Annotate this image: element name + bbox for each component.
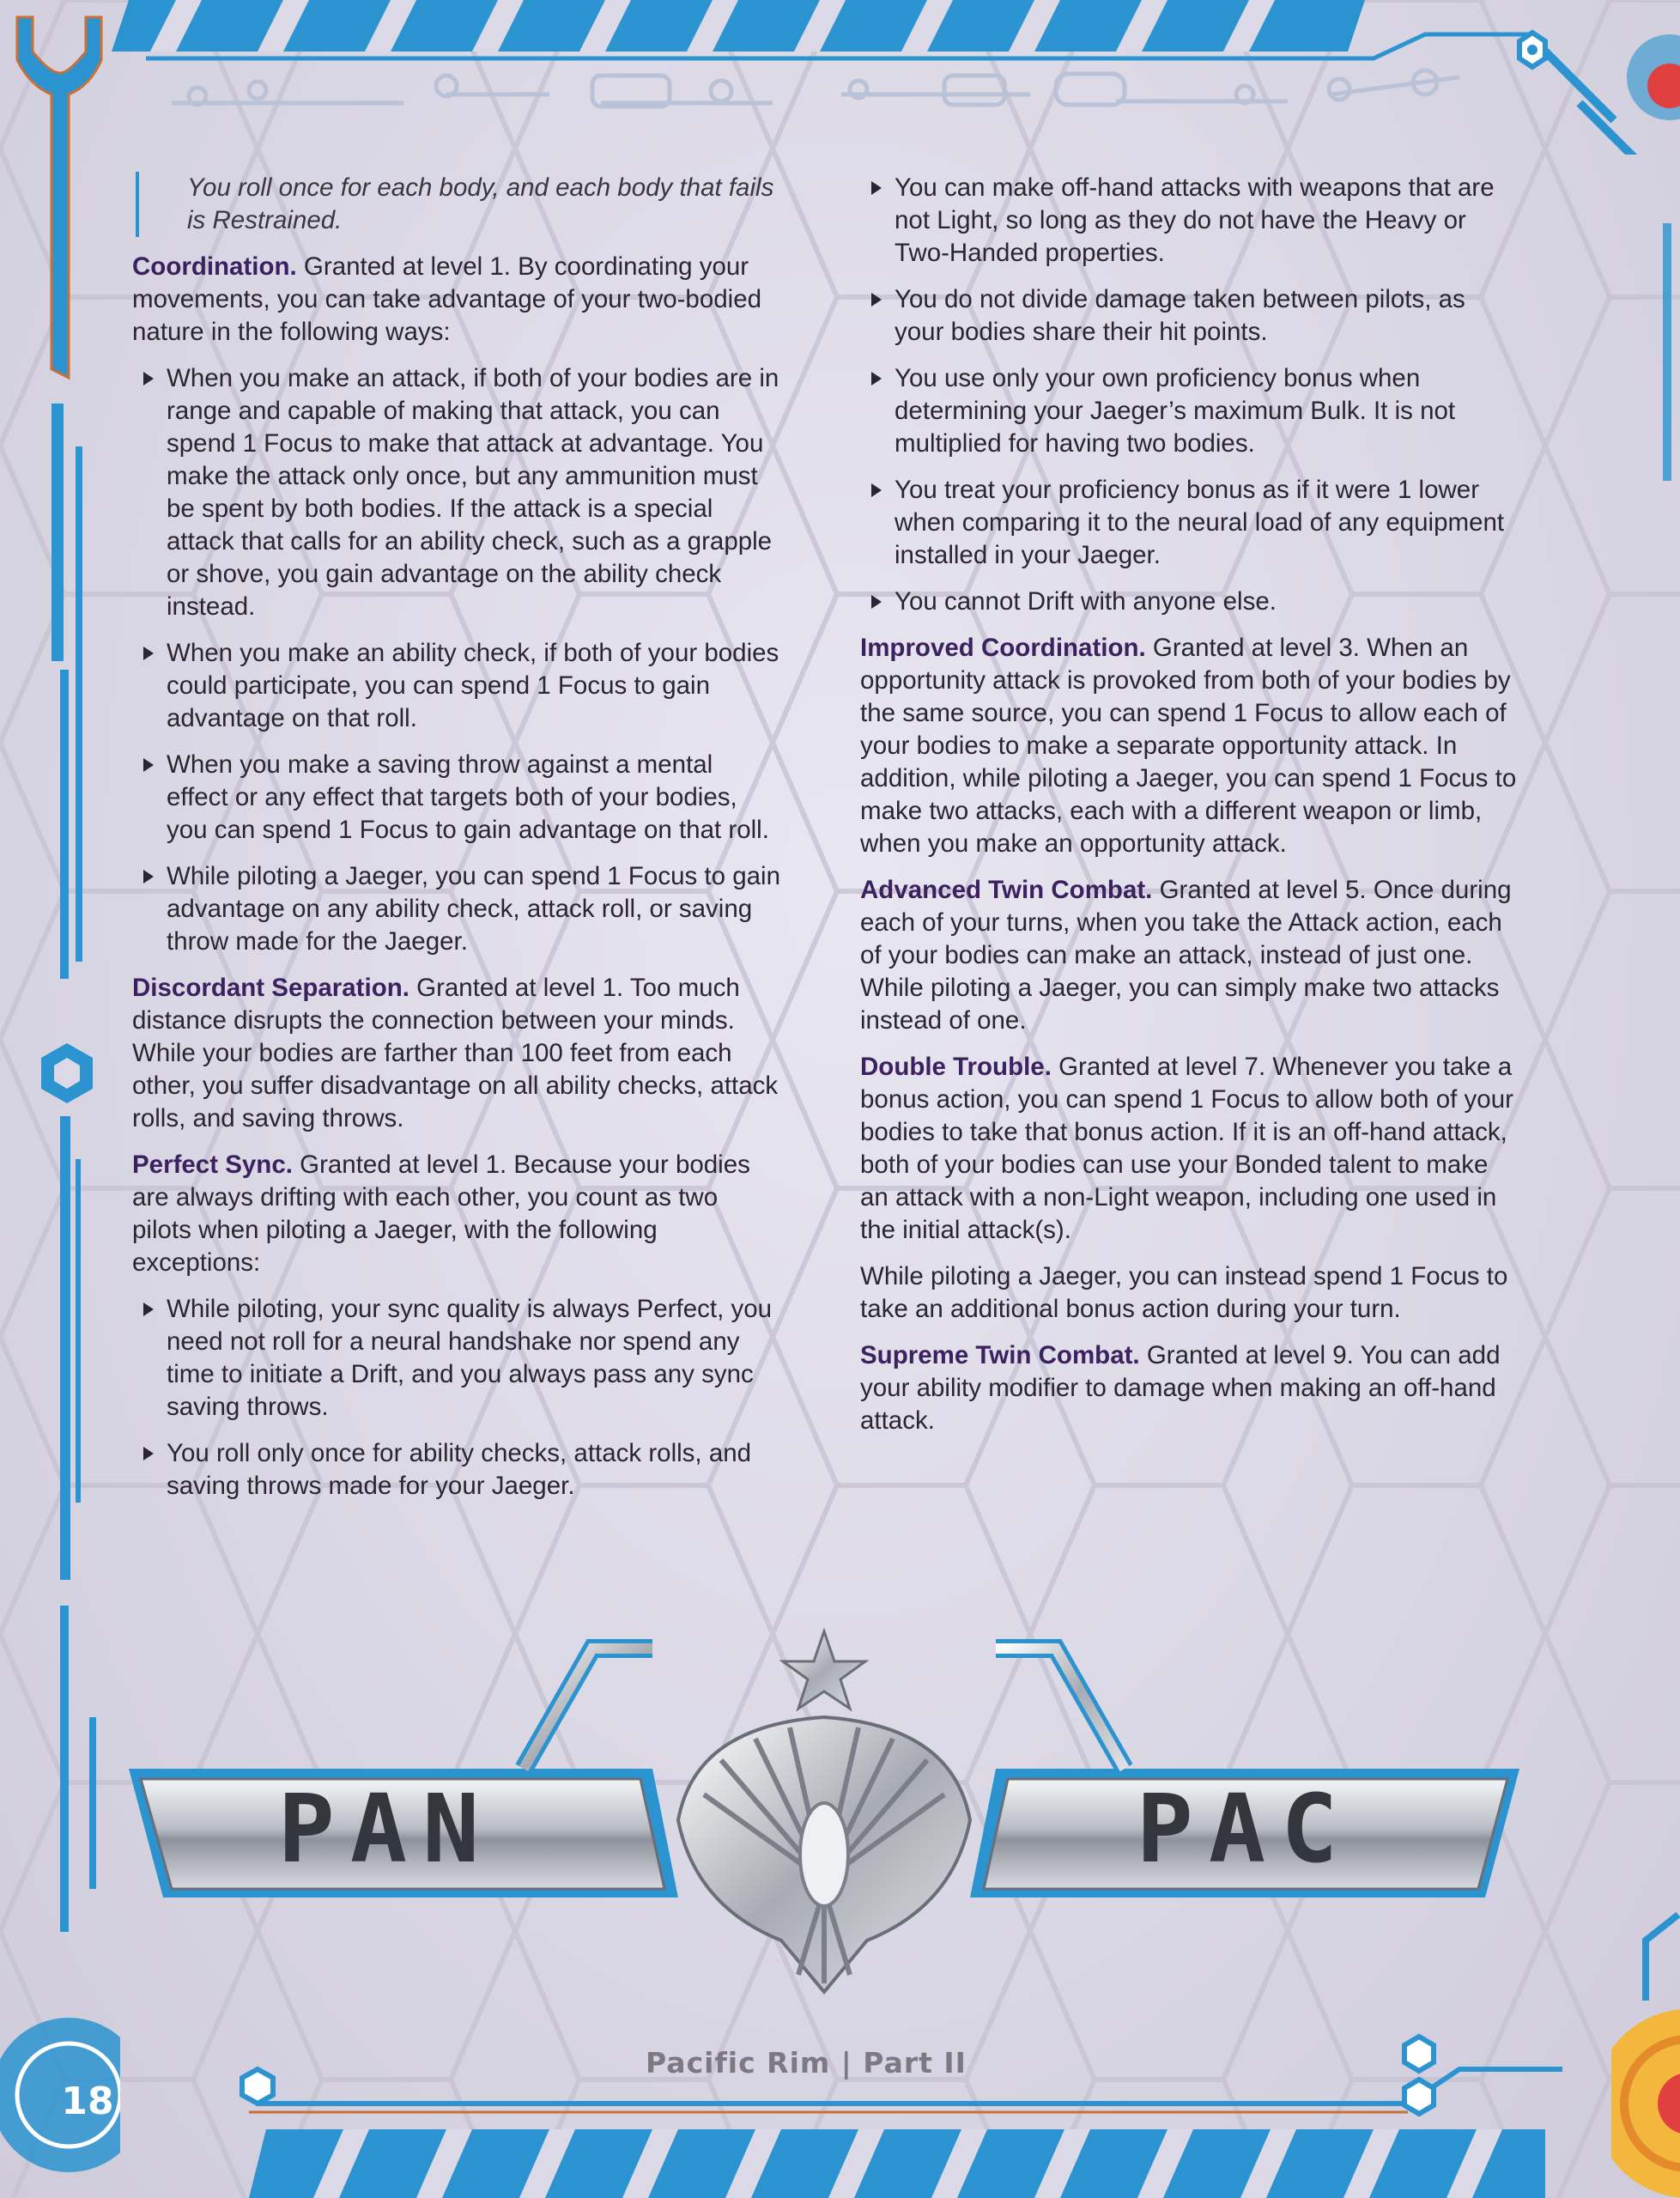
double-trouble-term: Double Trouble. xyxy=(860,1053,1052,1081)
list-item: When you make an ability check, if both of your bodies could participate, you can spend 1 Focus to gain advantage on that roll. xyxy=(167,637,781,735)
discordant-separation-paragraph xyxy=(132,972,781,1135)
left-column xyxy=(132,172,781,1516)
supreme-twin-combat-paragraph xyxy=(860,1339,1521,1437)
improved-coordination-term: Improved Coordination. xyxy=(860,634,1146,662)
improved-coordination-text: Granted at level 3. When an opportunity attack is provoked from both of your bodies by the same source, you can spend 1 Focus to allow each of your bodies to make a separate opportunity attack. In addition, while piloting a Jaeger, you can spend 1 Focus to make two attacks, each with a different weapon or limb, when you make an opportunity attack. xyxy=(860,634,1517,858)
discordant-separation-text: Granted at level 1. Too much distance disrupts the connection between your minds. While your bodies are farther than 100 feet from each other, you suffer disadvantage on all ability checks, attack rolls, and saving throws. xyxy=(132,974,779,1132)
perfect-sync-term: Perfect Sync. xyxy=(132,1151,293,1179)
list-item: You cannot Drift with anyone else. xyxy=(895,586,1521,618)
double-trouble-text: Granted at level 7. Whenever you take a bonus action, you can spend 1 Focus to allow both of your bodies to take that bonus action. If it is an off-hand attack, both of your bodies can use your Bonded talent to make an attack with a non-Light weapon, including one used in the initial attack(s). xyxy=(860,1053,1513,1244)
hexagon-icon xyxy=(1404,2080,1434,2114)
pan-pac-logo xyxy=(129,1597,1519,2001)
logo-right-text: PAC xyxy=(1136,1774,1354,1884)
list-item: You treat your proficiency bonus as if it were 1 lower when comparing it to the neural load of any equipment installed in your Jaeger. xyxy=(895,474,1521,572)
advanced-twin-combat-text: Granted at level 5. Once during each of your turns, when you take the Attack action, each of your bodies can make an attack, instead of just one. While piloting a Jaeger, you can simply make two attacks instead of one. xyxy=(860,876,1512,1035)
hexagon-icon xyxy=(1404,2037,1434,2071)
top-stripe-bar xyxy=(0,0,1680,155)
right-rail-decoration xyxy=(1611,0,1680,2198)
list-item: When you make a saving throw against a mental effect or any effect that targets both of your bodies, you can spend 1 Focus to gain advantage on that roll. xyxy=(167,749,781,847)
improved-coordination-paragraph xyxy=(860,632,1521,860)
list-item: You can make off-hand attacks with weapons that are not Light, so long as they do not have the Heavy or Two-Handed properties. xyxy=(895,172,1521,270)
list-item: You do not divide damage taken between pilots, as your bodies share their hit points. xyxy=(895,283,1521,349)
coordination-list xyxy=(132,362,781,958)
perfect-sync-paragraph xyxy=(132,1149,781,1279)
coordination-paragraph xyxy=(132,251,781,349)
footer-title: Pacific Rim | Part II xyxy=(646,2046,967,2080)
page-number: 18 xyxy=(61,2080,114,2123)
list-item: When you make an attack, if both of your bodies are in range and capable of making that attack, you can spend 1 Focus to make that attack at advantage. You make the attack only once, but any ammunition must be spent by both bodies. If the attack is a special attack that calls for an ability check, such as a grapple or shove, you gain advantage on the ability check instead. xyxy=(167,362,781,623)
advanced-twin-combat-paragraph xyxy=(860,874,1521,1037)
left-rail-decoration xyxy=(0,0,120,2198)
bottom-stripe-bar xyxy=(0,2001,1680,2198)
double-trouble-paragraph xyxy=(860,1051,1521,1247)
list-item: You roll only once for ability checks, attack rolls, and saving throws made for your Jaeger. xyxy=(167,1437,781,1503)
perfect-sync-text: Granted at level 1. Because your bodies are always drifting with each other, you count as two pilots when piloting a Jaeger, with the following exceptions: xyxy=(132,1151,750,1277)
hexagon-icon xyxy=(242,2069,273,2104)
list-item: While piloting, your sync quality is always Perfect, you need not roll for a neural handshake nor spend any time to initiate a Drift, and you always pass any sync saving throws. xyxy=(167,1293,781,1424)
coordination-text: Granted at level 1. By coordinating your movements, you can take advantage of your two-bodied nature in the following ways: xyxy=(132,252,762,346)
hexagon-icon xyxy=(1519,33,1545,67)
advanced-twin-combat-term: Advanced Twin Combat. xyxy=(860,876,1153,904)
perfect-sync-list-continued xyxy=(860,172,1521,618)
hexagon-icon xyxy=(41,1043,93,1103)
supreme-twin-combat-term: Supreme Twin Combat. xyxy=(860,1341,1140,1369)
list-item: You use only your own proficiency bonus when determining your Jaeger’s maximum Bulk. It is not multiplied for having two bodies. xyxy=(895,362,1521,460)
perfect-sync-list xyxy=(132,1293,781,1503)
double-trouble-extra-paragraph: While piloting a Jaeger, you can instead spend 1 Focus to take an additional bonus action during your turn. xyxy=(860,1262,1508,1323)
logo-left-text: PAN xyxy=(277,1774,495,1884)
supreme-twin-combat-text: Granted at level 9. You can add your ability modifier to damage when making an off-hand attack. xyxy=(860,1341,1501,1435)
discordant-separation-term: Discordant Separation. xyxy=(132,974,409,1002)
list-item: While piloting a Jaeger, you can spend 1 Focus to gain advantage on any ability check, attack roll, or saving throw made for the Jaeger. xyxy=(167,860,781,958)
coordination-term: Coordination. xyxy=(132,252,297,281)
pullquote: You roll once for each body, and each body that fails is Restrained. xyxy=(136,172,781,237)
right-column xyxy=(860,172,1521,1451)
